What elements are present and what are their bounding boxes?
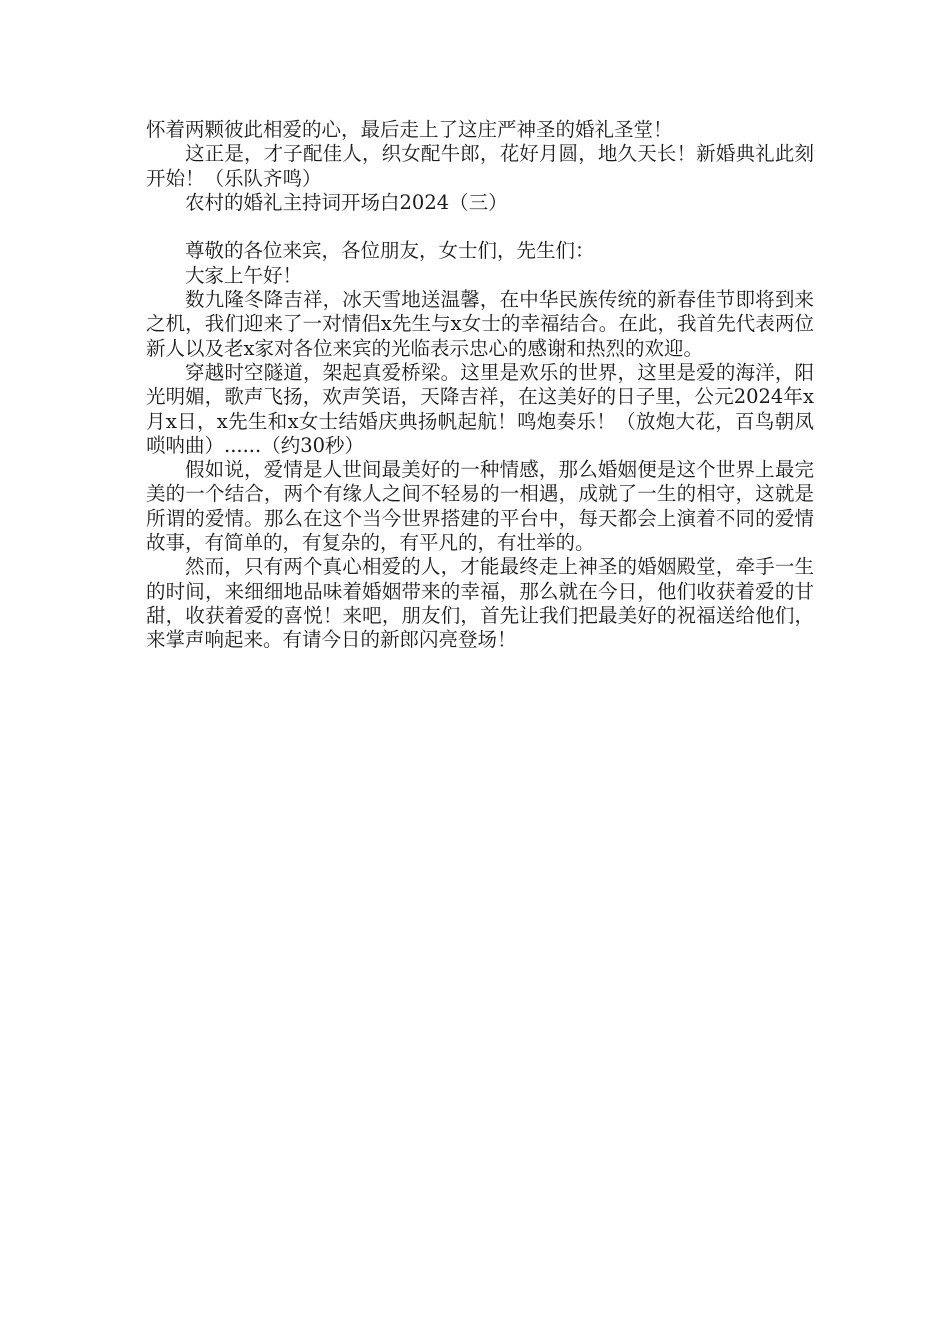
paragraph-love: 假如说，爱情是人世间最美好的一种情感，那么婚姻便是这个世界上最完美的一个结合，两个有缘人之间不轻易的一相遇，成就了一生的相守，这就是所谓的爱情。那么在这个当今世界搭建的平台中，每天都会上演着不同的爱情故事，有简单的，有复杂的，有平凡的，有壮举的。: [146, 458, 814, 555]
paragraph-welcome: 数九隆冬降吉祥，冰天雪地送温馨，在中华民族传统的新春佳节即将到来之机，我们迎来了一对情侣x先生与x女士的幸福结合。在此，我首先代表两位新人以及老x家对各位来宾的光临表示忠心的感谢和热烈的欢迎。: [146, 288, 814, 360]
paragraph-groom-entrance: 然而，只有两个真心相爱的人，才能最终走上神圣的婚姻殿堂，牵手一生的时间，来细细地品味着婚姻带来的幸福，那么就在今日，他们收获着爱的甘甜，收获着爱的喜悦！来吧，朋友们，首先让我们把最美好的祝福送给他们，来掌声响起来。有请今日的新郎闪亮登场！: [146, 555, 814, 652]
salutation: 尊敬的各位来宾，各位朋友，女士们，先生们：: [185, 239, 595, 263]
section-heading: 农村的婚礼主持词开场白2024（三）: [185, 190, 508, 214]
blank-line: [146, 215, 814, 239]
paragraph-ceremony-start: 穿越时空隧道，架起真爱桥梁。这里是欢乐的世界，这里是爱的海洋，阳光明媚，歌声飞扬，欢声笑语，天降吉祥，在这美好的日子里，公元2024年x月x日，x先生和x女士结婚庆典扬帆起航！鸣炮奏乐！（放炮大花，百鸟朝凤唢呐曲）......（约30秒）: [146, 360, 814, 457]
paragraph-2: 这正是，才子配佳人，织女配牛郎，花好月圆，地久天长！新婚典礼此刻开始！（乐队齐鸣）: [146, 142, 814, 190]
document-body: [146, 118, 814, 653]
paragraph-1: 怀着两颗彼此相爱的心，最后走上了这庄严神圣的婚礼圣堂！: [146, 118, 673, 141]
greeting: 大家上午好！: [185, 263, 303, 287]
